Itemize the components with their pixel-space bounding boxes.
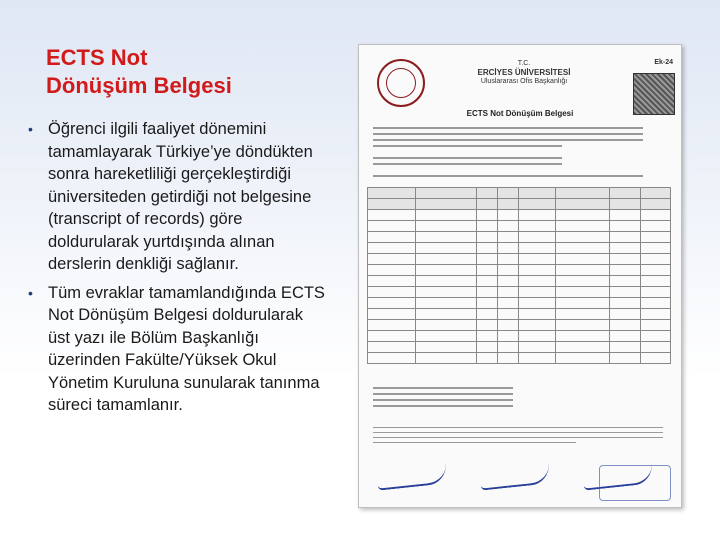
table-row <box>368 342 671 353</box>
bullet-text: Tüm evraklar tamamlandığında ECTS Not Dönüşüm Belgesi doldurularak üst yazı ile Bölüm Başkanlığı üzerinden Fakülte/Yüksek Okul Yönetim Kuruluna sunularak tanınma süreci tamamlanır. <box>48 283 325 414</box>
office-stamp-icon <box>599 465 671 501</box>
bullet-list <box>28 118 328 423</box>
credit-summary <box>373 383 513 411</box>
document-header <box>449 59 599 86</box>
text-line <box>373 133 643 135</box>
table-row <box>368 353 671 364</box>
header-line-1: T.C. <box>517 60 531 67</box>
slide-title-line-1: ECTS Not <box>46 45 148 70</box>
table-row <box>368 243 671 254</box>
text-line <box>373 163 562 165</box>
table-row <box>368 331 671 342</box>
bullet-item <box>28 282 328 417</box>
table-row <box>368 265 671 276</box>
document-notes <box>373 423 663 447</box>
table-row <box>368 221 671 232</box>
bullet-item <box>28 118 328 276</box>
document-intro-text <box>373 123 643 181</box>
seal-inner-ring <box>386 68 416 98</box>
course-table <box>367 187 671 364</box>
text-line <box>373 139 643 141</box>
bullet-text: Öğrenci ilgili faaliyet dönemini tamamlayarak Türkiye’ye döndükten sonra hareketliliği gerçekleştirdiği üniversiteden getirdiği not belgesine (transcript of records) göre doldurularak yurtdışında alınan derslerin denkliği sağlanır. <box>48 120 313 273</box>
table-row <box>368 287 671 298</box>
table-row <box>368 199 671 210</box>
document-title: ECTS Not Dönüşüm Belgesi <box>466 109 574 118</box>
text-line <box>373 427 663 428</box>
table-row <box>368 210 671 221</box>
text-line <box>373 442 576 443</box>
table-row <box>368 320 671 331</box>
text-line <box>373 175 643 177</box>
text-line <box>373 393 513 395</box>
form-number: Ek-24 <box>654 59 673 66</box>
table-row <box>368 309 671 320</box>
scanned-document-image <box>358 44 682 508</box>
text-line <box>373 127 643 129</box>
header-line-3: Uluslararası Ofis Başkanlığı <box>480 78 568 85</box>
signature-coordinator <box>373 453 461 495</box>
slide-title-line-2: Dönüşüm Belgesi <box>46 73 232 98</box>
table-row <box>368 298 671 309</box>
bullet-dot-icon: • <box>28 121 33 137</box>
header-line-2: ERCİYES ÜNİVERSİTESİ <box>477 68 571 77</box>
text-line <box>373 145 562 147</box>
table-row <box>368 188 671 199</box>
text-line <box>373 437 663 438</box>
table-row <box>368 254 671 265</box>
text-line <box>373 432 663 433</box>
table-row <box>368 232 671 243</box>
bullet-dot-icon: • <box>28 284 33 301</box>
text-line <box>373 399 513 401</box>
text-line <box>373 387 513 389</box>
signature-department <box>476 453 564 495</box>
text-line <box>373 157 562 159</box>
slide-title <box>46 44 326 100</box>
university-seal-icon <box>377 59 425 107</box>
table-row <box>368 276 671 287</box>
text-line <box>373 405 513 407</box>
